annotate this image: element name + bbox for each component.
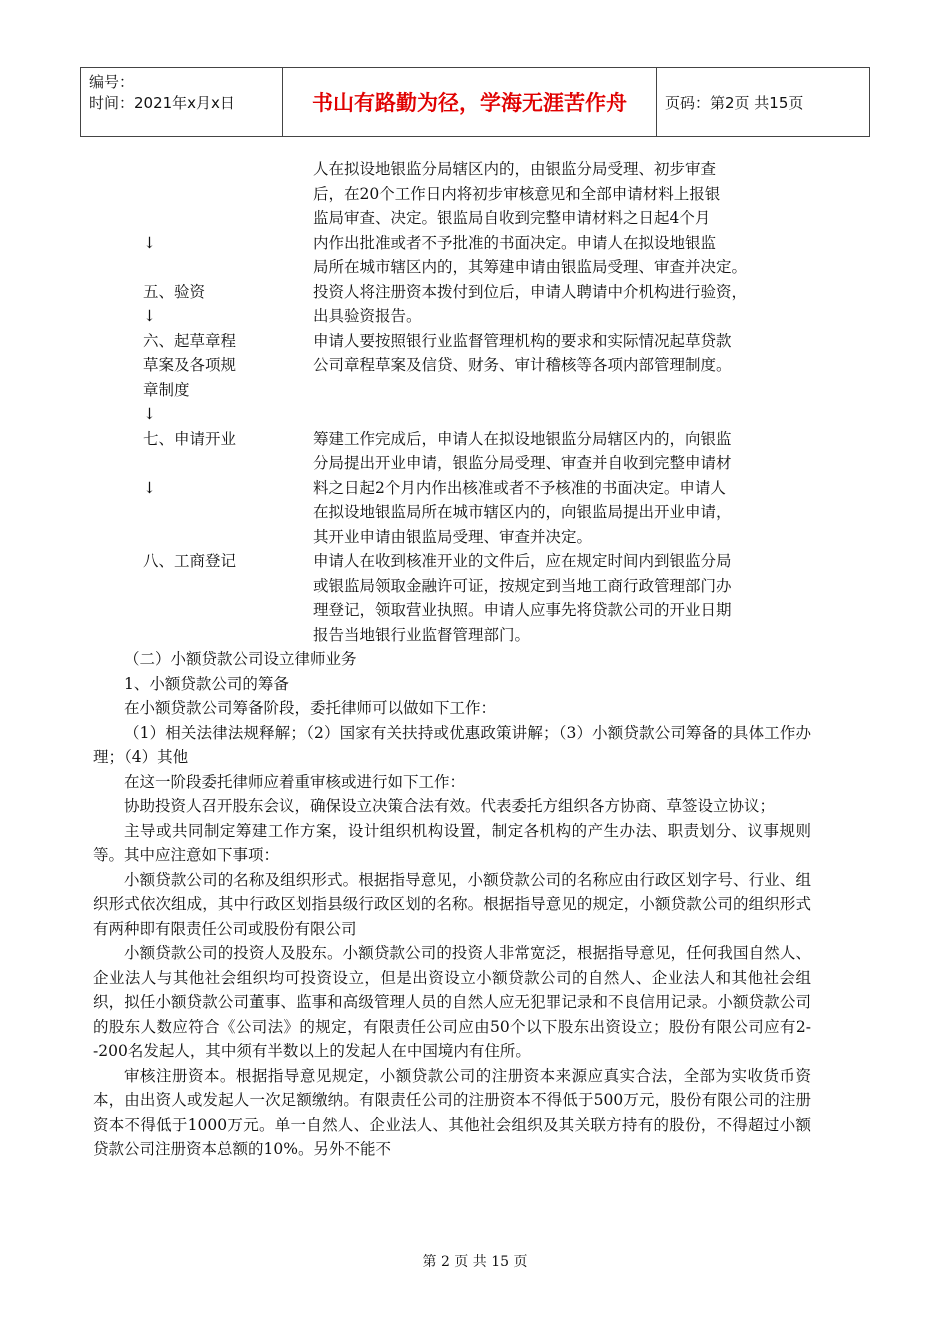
step4-line: 内作出批准或者不予批准的书面决定。申请人在拟设地银监 (313, 233, 717, 252)
step5-title: 五、验资 (143, 282, 206, 301)
flow-row (143, 378, 811, 403)
page-footer: 第 2 页 共 15 页 (422, 1254, 528, 1270)
flow-arrow: ↓ (143, 233, 156, 252)
step6-line: 公司章程草案及信贷、财务、审计稽核等各项内部管理制度。 (313, 356, 732, 374)
flow-row (143, 304, 811, 329)
flow-row (143, 206, 811, 231)
document-date: 时间：2021年x月x日 (89, 94, 235, 112)
flow-steps (143, 157, 811, 647)
step6-title: 六、起草章程 (143, 331, 237, 350)
paragraph: 小额贷款公司的名称及组织形式。根据指导意见，小额贷款公司的名称应由行政区划字号、行业、组织形式依次组成，其中行政区划指县级行政区划的名称。根据指导意见的规定，小额贷款公司的组织形式有两种即有限责任公司或股份有限公司 (93, 870, 811, 938)
flow-row (143, 255, 811, 280)
step8-line: 报告当地银行业监督管理部门。 (313, 625, 531, 644)
step6-line: 申请人要按照银行业监督管理机构的要求和实际情况起草贷款 (313, 331, 732, 350)
paragraph: 在小额贷款公司筹备阶段，委托律师可以做如下工作： (124, 699, 497, 717)
step7-line: 其开业申请由银监局受理、审查并决定。 (313, 527, 593, 546)
document-number-label: 编号： (89, 73, 135, 91)
step4-line: 监局审查、决定。银监局自收到完整申请材料之日起4个月 (313, 209, 711, 227)
step7-line: 分局提出开业申请，银监分局受理、审查并自收到完整申请材 (313, 454, 732, 472)
paragraph: 审核注册资本。根据指导意见规定，小额贷款公司的注册资本来源应真实合法，全部为实收货币资本，由出资人或发起人一次足额缴纳。有限责任公司的注册资本不得低于500万元，股份有限公司的注册资本不得低于1000万元。单一自然人、企业法人、其他社会组织及其关联方持有的股份，不得超过小额贷款公司注册资本总额的10%。另外不能不 (93, 1066, 811, 1158)
flow-row (143, 451, 811, 476)
step4-line: 局所在城市辖区内的，其筹建申请由银监局受理、审查并决定。 (313, 258, 748, 276)
header-meta (81, 68, 283, 136)
step7-line: 在拟设地银监局所在城市辖区内的，向银监局提出开业申请， (313, 503, 732, 521)
step7-line: 料之日起2个月内作出核准或者不予核准的书面决定。申请人 (313, 478, 726, 497)
flow-arrow: ↓ (143, 405, 156, 423)
step4-line: 人在拟设地银监分局辖区内的，由银监分局受理、初步审查 (313, 160, 717, 178)
header-motto: 书山有路勤为径，学海无涯苦作舟 (283, 68, 657, 136)
page-header (80, 67, 870, 137)
flow-row (143, 157, 811, 182)
flow-row (143, 353, 811, 378)
flow-arrow: ↓ (143, 478, 156, 497)
step7-title: 七、申请开业 (143, 429, 237, 448)
flow-row (143, 476, 811, 501)
paragraph: 主导或共同制定筹建工作方案，设计组织机构设置，制定各机构的产生办法、职责划分、议事规则等。其中应注意如下事项： (93, 821, 811, 864)
step4-line: 后，在20个工作日内将初步审核意见和全部申请材料上报银 (313, 184, 721, 203)
flow-row (143, 598, 811, 623)
flow-row (143, 525, 811, 550)
subsection-heading: 1、小额贷款公司的筹备 (124, 674, 289, 693)
step7-line: 筹建工作完成后，申请人在拟设地银监分局辖区内的，向银监 (313, 429, 732, 448)
paragraph: 小额贷款公司的投资人及股东。小额贷款公司的投资人非常宽泛，根据指导意见，任何我国自然人、企业法人与其他社会组织均可投资设立，但是出资设立小额贷款公司的自然人、企业法人和其他社会组织，拟任小额贷款公司董事、监事和高级管理人员的自然人应无犯罪记录和不良信用记录。小额贷款公司的股东人数应符合《公司法》的规定，有限责任公司应由50个以下股东出资设立；股份有限公司应有2--200名发起人，其中须有半数以上的发起人在中国境内有住所。 (93, 944, 811, 1060)
paragraph: 协助投资人召开股东会议，确保设立决策合法有效。代表委托方组织各方协商、草签设立协议； (124, 797, 776, 815)
paragraph: 在这一阶段委托律师应着重审核或进行如下工作： (124, 772, 466, 791)
step8-title: 八、工商登记 (143, 552, 237, 570)
flow-row (143, 574, 811, 599)
paragraph: （1）相关法律法规释解；（2）国家有关扶持或优惠政策讲解；（3）小额贷款公司筹备的具体工作办理；（4）其他 (93, 723, 811, 766)
flow-row (143, 329, 811, 354)
flow-row (143, 231, 811, 256)
section-heading: （二）小额贷款公司设立律师业务 (124, 650, 357, 668)
flow-arrow: ↓ (143, 307, 156, 325)
flow-row (143, 402, 811, 427)
flow-row (143, 623, 811, 648)
step6-title: 章制度 (143, 380, 190, 399)
step8-line: 理登记，领取营业执照。申请人应事先将贷款公司的开业日期 (313, 601, 732, 619)
flow-row (143, 549, 811, 574)
flow-row (143, 182, 811, 207)
document-body (93, 157, 811, 1162)
flow-row (143, 427, 811, 452)
step5-line: 投资人将注册资本拨付到位后，申请人聘请中介机构进行验资， (313, 282, 748, 301)
header-page-number: 页码：第2页 共15页 (665, 93, 804, 112)
step8-line: 或银监局领取金融许可证，按规定到当地工商行政管理部门办 (313, 576, 732, 595)
flow-row (143, 500, 811, 525)
section-lawyer-services (93, 647, 811, 1162)
step6-title: 草案及各项规 (143, 356, 237, 374)
step8-line: 申请人在收到核准开业的文件后，应在规定时间内到银监分局 (313, 552, 732, 570)
flow-row (143, 280, 811, 305)
step5-line: 出具验资报告。 (313, 307, 422, 325)
